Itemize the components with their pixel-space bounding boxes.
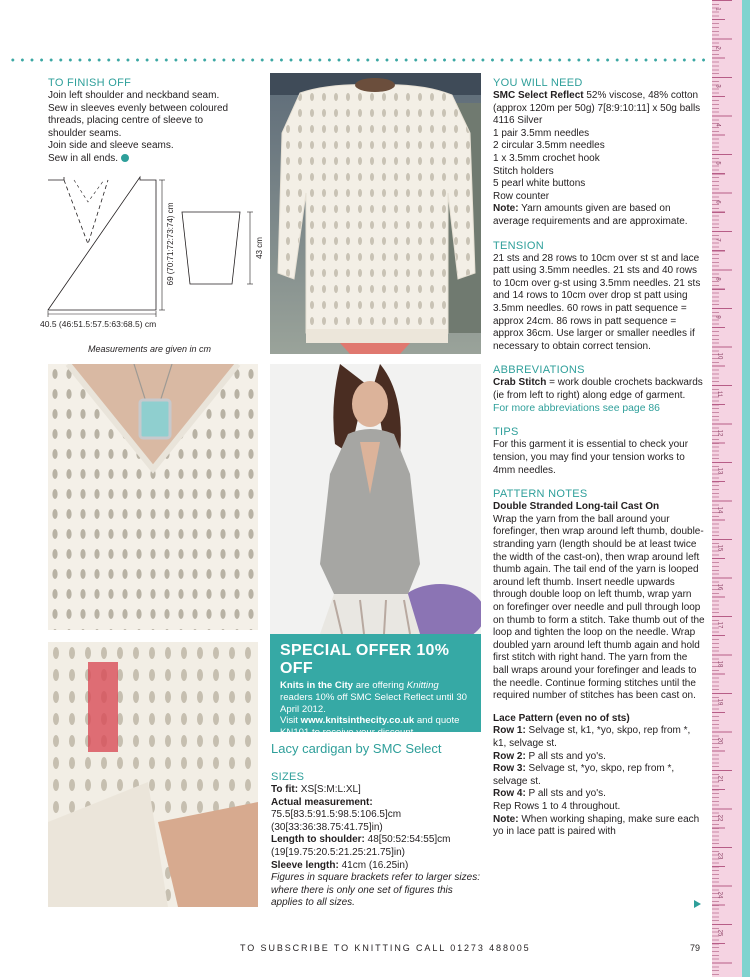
ruler-number: 5: [714, 161, 721, 165]
offer-body: [280, 680, 471, 739]
sizes-heading: SIZES: [271, 771, 305, 783]
tension-heading: TENSION: [493, 239, 544, 252]
row-text: Selvage st, k1, *yo, skpo, rep from *, k1, selvage st.: [493, 725, 691, 749]
lace-pattern-section: [493, 713, 705, 839]
lace-repeat: Rep Rows 1 to 4 throughout.: [493, 800, 621, 812]
ruler-number: 14: [716, 506, 723, 513]
model-cardigan-photo: [270, 364, 481, 634]
more-abbreviations-link[interactable]: For more abbreviations see page 86: [493, 403, 660, 415]
actual-value-imperial: (30[33:36:38.75:41.75]in): [271, 821, 383, 833]
row-text: Selvage st, *yo, skpo, rep from *, selvage st.: [493, 763, 675, 787]
pendant-icon: [140, 400, 170, 438]
ruler-number: 23: [716, 852, 723, 860]
ruler-number: 9: [714, 315, 721, 319]
actual-label: Actual measurement:: [271, 796, 373, 808]
tips-section: [493, 425, 705, 477]
continue-arrow-icon: [694, 900, 701, 908]
you-will-need-section: [493, 76, 705, 229]
need-note-text: Yarn amounts given are based on average requirements and are approximate.: [493, 203, 688, 227]
ruler-number: 1: [714, 7, 721, 11]
need-item: Row counter: [493, 190, 550, 202]
offer-magazine: Knitting: [406, 680, 439, 691]
ruler-number: 8: [714, 276, 721, 281]
end-bullet-icon: [121, 154, 129, 162]
need-item: 1 pair 3.5mm needles: [493, 127, 590, 139]
sleeve-detail-illustration: [48, 642, 258, 907]
ruler-number: 16: [716, 583, 723, 590]
neckline-dashed: [64, 180, 108, 244]
finish-line: [48, 153, 268, 166]
ruler-number: 25: [716, 929, 723, 937]
sleeve-label: Sleeve length:: [271, 859, 339, 871]
row-text: P all sts and yo's.: [525, 750, 606, 762]
offer-visit: Visit: [280, 715, 301, 727]
sleeve-outline: [182, 212, 240, 284]
row-label: Row 2:: [493, 750, 526, 762]
neckline-detail-illustration: [48, 364, 258, 630]
yarn-detail: 52% viscose, 48% cotton (approx 120m per 50g) 7[8:9:10:11] x 50g balls 4116 Silver: [493, 90, 701, 127]
tension-section: [493, 239, 705, 354]
finish-line: shoulder seams.: [48, 127, 122, 139]
special-offer-box: [270, 634, 481, 739]
row-label: Row 3:: [493, 763, 526, 775]
ruler-number: 6: [714, 199, 721, 204]
body-outline: [48, 177, 156, 310]
finish-last-line: Sew in all ends.: [48, 152, 119, 164]
shoulder-value-imperial: (19[19.75:20.5:21.25:21.75]in): [271, 846, 405, 858]
body-height-label: 69 (70:71:72:73:74) cm: [166, 202, 175, 286]
need-text: [493, 90, 705, 229]
ruler-number: 7: [714, 238, 721, 242]
sweater-back-photo: [270, 73, 481, 354]
offer-brand: Knits in the City: [280, 680, 354, 691]
measurement-schematic: [36, 172, 268, 362]
right-column: [493, 76, 705, 849]
need-item: Stitch holders: [493, 165, 554, 177]
lace-note-label: Note:: [493, 813, 519, 825]
offer-text3: and quote KN101 to receive your discount.: [280, 715, 460, 739]
ruler-number: 4: [714, 122, 721, 127]
page-number: 79: [690, 943, 701, 953]
need-heading: YOU WILL NEED: [493, 77, 583, 89]
abbreviations-section: [493, 363, 705, 415]
sizes-section: [271, 770, 483, 910]
notes-subheading: Double Stranded Long-tail Cast On: [493, 501, 660, 513]
actual-value: 75.5[83.5:91.5:98.5:106.5]cm: [271, 809, 402, 821]
ruler-number: 3: [714, 84, 721, 88]
notes-text: Wrap the yarn from the ball around your forefinger, then wrap around left thumb, double-stranding yarn (length should be at least twice the width of the cast-on), then wrap around left thumb again. The tail end of the yarn is looped around left thumb. Insert needle upwards through double loop on left thumb, wrap yarn on forefinger over needle and pull through loop on thumb to form a stitch. Take thumb out of the loop and tighten the loop on the needle. Wrap doubled yarn around left thumb again and hold first stitch with right hand. The yarn from the ball wraps around your forefinger and leads to the needle. Continue forming stitches until the required number of stitches has been cast on.: [493, 513, 705, 702]
ruler-number: 10: [716, 352, 723, 359]
notes-heading: PATTERN NOTES: [493, 488, 588, 501]
ruler-number: 20: [716, 737, 723, 744]
tips-text: For this garment it is essential to check your tension, you may find your tension works to 4mm needles.: [493, 439, 689, 476]
sleeve-detail-photo: [48, 642, 258, 907]
abbr-def: = work double crochets backwards (ie from left to right) along edge of garment.: [493, 377, 703, 401]
row-label: Row 1:: [493, 725, 526, 737]
need-item: 2 circular 3.5mm needles: [493, 140, 605, 152]
yarn-name: SMC Select Reflect: [493, 90, 584, 101]
tips-heading: TIPS: [493, 426, 519, 439]
model-cardigan-illustration: [270, 364, 481, 634]
sizes-text: [271, 784, 483, 910]
offer-text2: readers 10% off SMC Select Reflect until 30 April 2012.: [280, 691, 467, 715]
abbr-term: Crab Stitch: [493, 377, 547, 389]
ruler-number: 15: [716, 544, 723, 552]
finish-heading: TO FINISH OFF: [48, 77, 132, 89]
need-item: 5 pearl white buttons: [493, 178, 586, 190]
notes-body: [493, 501, 705, 703]
abbr-text: [493, 377, 705, 402]
offer-title: SPECIAL OFFER 10% OFF: [280, 642, 450, 677]
body-width-label: 40.5 (46:51.5:57.5:63:68.5) cm: [40, 319, 157, 329]
abbr-heading: ABBREVIATIONS: [493, 364, 585, 377]
shoulder-label: Length to shoulder:: [271, 834, 365, 846]
ruler-number: 19: [716, 698, 723, 706]
finish-line: Join left shoulder and neckband seam.: [48, 90, 220, 101]
ruler-number: 2: [714, 45, 721, 50]
ruler-number: 13: [716, 467, 723, 475]
ruler-number: 21: [716, 775, 723, 783]
ruler-number: 22: [716, 814, 723, 821]
sleeve-length-label: 43 cm: [255, 237, 264, 259]
need-note-label: Note:: [493, 203, 519, 215]
measurement-caption: Measurements are given in cm: [88, 344, 212, 354]
finish-off-section: [48, 76, 268, 166]
ruler-number: 24: [716, 891, 723, 898]
finish-line: Join side and sleeve seams.: [48, 140, 174, 152]
dotted-rule: [8, 58, 708, 62]
need-item: 1 x 3.5mm crochet hook: [493, 152, 600, 164]
lace-text: [493, 713, 705, 839]
lace-heading: Lace Pattern (even no of sts): [493, 712, 630, 724]
pattern-notes-section: [493, 487, 705, 703]
finish-line: threads, placing centre of sleeve to: [48, 115, 204, 127]
row-label: Row 4:: [493, 788, 526, 800]
sizes-note: Figures in square brackets refer to larger sizes: where there is only one set of figures this applies to all sizes.: [271, 872, 480, 909]
ruler-number: 11: [716, 390, 723, 398]
finish-text: [48, 90, 268, 166]
offer-url-link[interactable]: www.knitsinthecity.co.uk: [300, 715, 415, 727]
sweater-back-illustration: [270, 73, 481, 354]
photo-caption: Lacy cardigan by SMC Select: [271, 741, 442, 756]
neckline-detail-photo: [48, 364, 258, 630]
ruler-edge-strip: [742, 0, 750, 977]
sleeve-value: 41cm (16.25in): [338, 859, 409, 871]
inner-neck-dashed: [74, 180, 104, 202]
shoulder-value: 48[50:52:54:55]cm: [364, 834, 451, 846]
to-fit-value: XS[S:M:L:XL]: [298, 784, 361, 795]
offer-text1: are offering: [353, 680, 407, 691]
ruler-number: 18: [716, 660, 723, 667]
to-fit-label: To fit:: [271, 784, 299, 795]
tension-text: 21 sts and 28 rows to 10cm over st st and lace patt using 3.5mm needles. 21 sts and 40 rows to 10cm over g-st using 3.5mm needles. 21 sts and 14 rows to 10cm over drop st patt using 3.5mm needles. 60 rows in patt sequence = approx 24cm. 86 rows in patt sequence = approx 36cm. Use larger or smaller needles if necessary to obtain correct tension.: [493, 252, 701, 352]
ruler-number: 17: [716, 621, 723, 629]
lace-note-text: When working shaping, make sure each yo in lace patt is paired with: [493, 813, 700, 838]
subscribe-footer: TO SUBSCRIBE TO KNITTING CALL 01273 488005: [240, 943, 531, 953]
finish-line: Sew in sleeves evenly between coloured: [48, 102, 229, 114]
ruler-numbers: [716, 0, 732, 977]
row-text: P all sts and yo's.: [525, 788, 606, 800]
ruler-number: 12: [716, 429, 723, 436]
